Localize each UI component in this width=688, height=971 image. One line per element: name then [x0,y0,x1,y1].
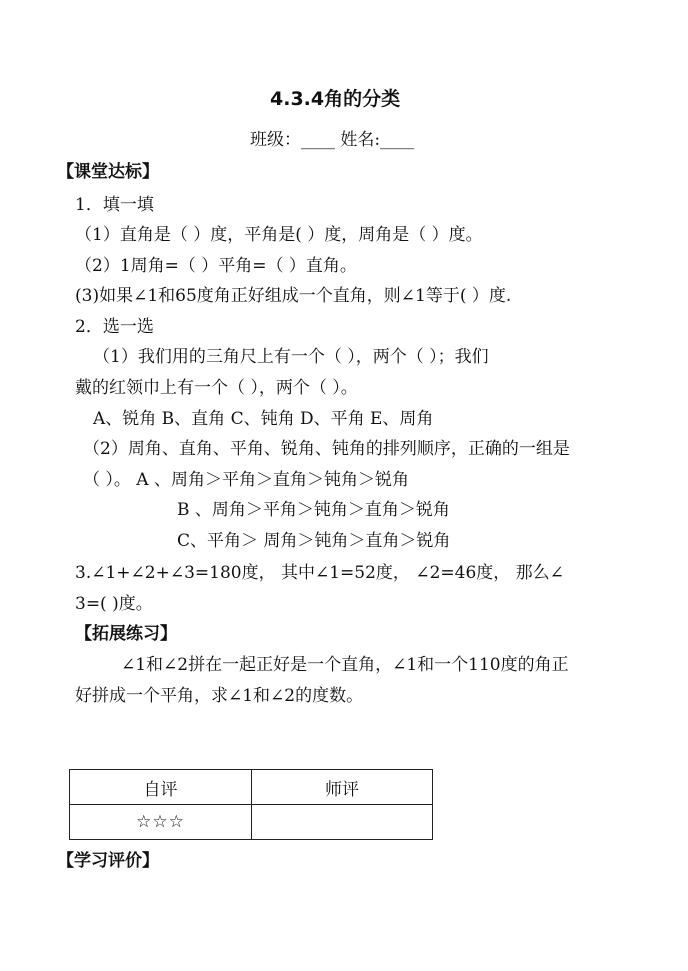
q2-choice-c: C、平角＞ 周角＞钝角＞直角＞锐角 [177,531,451,551]
page-title: 4.3.4角的分类 [270,88,401,110]
section-classroom: 【课堂达标】 [57,162,159,182]
q3-line-2: 3=( )度。 [75,594,153,614]
self-eval-header: 自评 [70,770,252,805]
q2-item-1-line-2: 戴的红领巾上有一个（ ），两个（ ）。 [75,378,358,398]
ext-line-1: ∠1和∠2拼在一起正好是一个直角，∠1和一个110度的角正 [121,655,569,675]
q2-item-2-line-1: （2）周角、直角、平角、锐角、钝角的排列顺序，正确的一组是 [83,439,570,459]
q2-item-1-line-1: （1）我们用的三角尺上有一个（ ），两个（ ）；我们 [93,347,489,367]
section-evaluation: 【学习评价】 [57,851,159,871]
star-rating[interactable]: ☆☆☆ [70,805,252,840]
evaluation-table [69,769,433,840]
q1-item-3: (3)如果∠1和65度角正好组成一个直角，则∠1等于( ）度. [75,286,512,306]
q1-heading: 1．填一填 [75,195,154,215]
table-row [70,805,433,840]
section-extension: 【拓展练习】 [75,624,177,644]
q1-item-2: （2）1周角=（ ）平角=（ ）直角。 [75,256,357,276]
table-header-row [70,770,433,805]
teacher-eval-header: 师评 [252,770,433,805]
q3-line-1: 3.∠1+∠2+∠3=180度， 其中∠1=52度， ∠2=46度， 那么∠ [75,563,564,583]
teacher-eval-cell[interactable] [252,805,433,840]
q1-item-1: （1）直角是（ ）度，平角是( ）度，周角是（ ）度。 [75,225,483,245]
class-name-line: 班级：____ 姓名:____ [250,130,415,150]
ext-line-2: 好拼成一个平角，求∠1和∠2的度数。 [75,686,364,706]
q2-item-2-line-2: （ ）。 A 、周角＞平角＞直角＞钝角＞锐角 [83,470,409,490]
q2-choice-b: B 、周角＞平角＞钝角＞直角＞锐角 [177,500,450,520]
q2-options: A、锐角 B、直角 C、钝角 D、平角 E、周角 [93,409,434,429]
q2-heading: 2．选一选 [75,317,154,337]
